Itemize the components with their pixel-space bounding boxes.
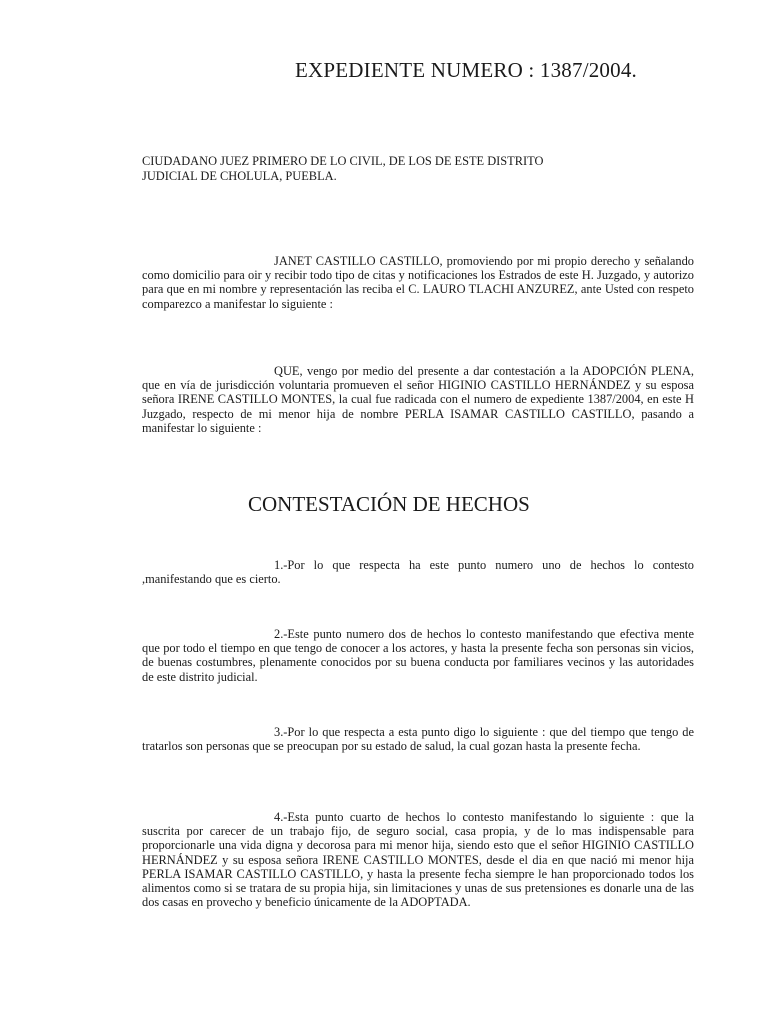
case-number-heading: EXPEDIENTE NUMERO : 1387/2004. bbox=[295, 58, 637, 82]
addressee-block bbox=[142, 154, 662, 184]
fact-paragraph-2: 2.-Este punto numero dos de hechos lo contesto manifestando que efectiva mente que por todo el tiempo en que tengo de conocer a los actores, y hasta la presente fecha son personas sin vicios, de buenas costumbres, plenamente conocidos por su buena conducta por familiares vecinos y las autoridades de este distrito judicial. bbox=[142, 627, 694, 684]
fact-paragraph-4: 4.-Esta punto cuarto de hechos lo contesto manifestando lo siguiente : que la suscrita por carecer de un trabajo fijo, de seguro social, casa propia, y de lo mas indispensable para proporcionarle una vida digna y decorosa para mi menor hija, siendo esto que el señor HIGINIO CASTILLO HERNÁNDEZ y su esposa señora IRENE CASTILLO MONTES, desde el dia en que nació mi menor hija PERLA ISAMAR CASTILLO CASTILLO, y hasta la presente fecha siempre le han proporcionado todos los alimentos como si se tratara de su propia hija, sin limitaciones y unas de sus pretensiones es donarle una de las dos casas en provecho y beneficio únicamente de la ADOPTADA. bbox=[142, 810, 694, 910]
addressee-line: JUDICIAL DE CHOLULA, PUEBLA. bbox=[142, 169, 337, 183]
introduction-paragraph: JANET CASTILLO CASTILLO, promoviendo por mi propio derecho y señalando como domicilio para oir y recibir todo tipo de citas y notificaciones los Estrados de este H. Juzgado, y autorizo para que en mi nombre y representación las reciba el C. LAURO TLACHI ANZUREZ, ante Usted con respeto comparezco a manifestar lo siguiente : bbox=[142, 254, 694, 311]
section-title: CONTESTACIÓN DE HECHOS bbox=[248, 492, 530, 516]
fact-paragraph-3: 3.-Por lo que respecta a esta punto digo lo siguiente : que del tiempo que tengo de tratarlos son personas que se preocupan por su estado de salud, la cual gozan hasta la presente fecha. bbox=[142, 725, 694, 754]
que-paragraph: QUE, vengo por medio del presente a dar contestación a la ADOPCIÓN PLENA, que en vía de jurisdicción voluntaria promueven el señor HIGINIO CASTILLO HERNÁNDEZ y su esposa señora IRENE CASTILLO MONTES, la cual fue radicada con el numero de expediente 1387/2004, en este H Juzgado, respecto de mi menor hija de nombre PERLA ISAMAR CASTILLO CASTILLO, pasando a manifestar lo siguiente : bbox=[142, 364, 694, 435]
fact-paragraph-1: 1.-Por lo que respecta ha este punto numero uno de hechos lo contesto ,manifestando que es cierto. bbox=[142, 558, 694, 587]
addressee-line: CIUDADANO JUEZ PRIMERO DE LO CIVIL, DE LOS DE ESTE DISTRITO bbox=[142, 154, 544, 168]
